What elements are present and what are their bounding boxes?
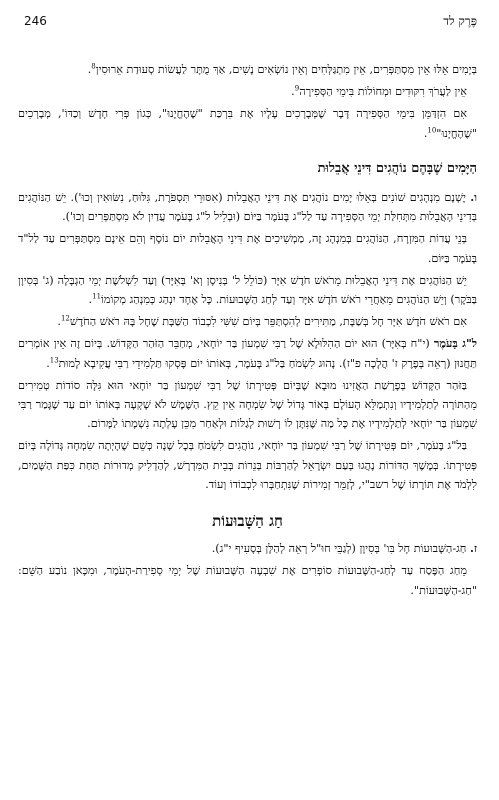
keyword: ל"ג בָּעֹמֶר [433, 336, 477, 351]
paragraph-text: אִם רֹאשׁ חֹדֶשׁ אִיָּר חָל בְּשַׁבָּת, מַתִּירִים לְהִסְתַּפֵּר בְּיוֹם שִׁשִּׁי לִכְבוֹד הַשַּׁבָּת שֶׁחָל בָּהּ רֹאשׁ הַחֹדֶשׁ [69, 315, 467, 329]
paragraph [18, 376, 477, 434]
paragraph-text: חַג-הַשָּׁבוּעוֹת חָל בִּו' בְּסִיוָן (לְגַבֵּי חוּ"ל רְאֵה לְהַלָּן בְּסָעִיף י"ג). [211, 542, 467, 556]
section-heading: הַיָּמִים שֶׁבָּהֶם נוֹהֲגִים דִּינֵי אֲבֵלוּת [317, 160, 477, 176]
page-content [18, 60, 477, 603]
footnote-marker: 10 [427, 125, 437, 134]
paragraph-text: אֵין לַעֲרֹךְ רִקּוּדִים וּמְחוֹלוֹת בִּימֵי הַסְּפִירָה [299, 85, 467, 99]
paragraph [18, 539, 477, 558]
footnote-marker: 9 [294, 84, 300, 93]
chapter-title: פֶּרֶק לד [443, 14, 477, 28]
footnote-marker: 8 [91, 62, 96, 71]
footnote-marker: 13 [49, 355, 59, 364]
paragraph: בְּיָמִים אֵלּוּ אֵין מִסְתַּפְּרִים, אֵין מִתְגַּלְּחִים וְאֵין נוֹשְׂאִים נָשִׁים, אַךְ מֻתָּר לַעֲשׂוֹת סְעוּדַת אֵרוּסִין$^8$. [87, 62, 477, 76]
paragraph-text: בְּנֵי עֲדוֹת הַמִּזְרָח, הַנּוֹהֲגִים בְּמִנְהָג זֶה, מַמְשִׁיכִים אֶת דִּינֵי הָאֲבֵלוּת יוֹם נוֹסָף וְהֵם אֵינָם מִסְתַּפְּרִים עַד לַל"ד בָּעֹמֶר בַּיּוֹם. [18, 232, 477, 265]
paragraph-text: יֶשְׁנָם מִנְהָגִים שׁוֹנִים בְּאֵלּוּ יָמִים נוֹהֲגִים אֶת דִּינֵי הָאֲבֵלוּת (אִסּוּרֵי תִּסְפֹּרֶת, גִּלּוּחַ, נִשּׂוּאִין וְכוּ'). יֵשׁ הַנּוֹהֲגִים בְּדִינֵי הָאֲבֵלוּת מִתְּחִלַּת יְמֵי הַסְּפִירָה עַד לַל"ג בָּעֹמֶר בַּיּוֹם (וּבְלֵיל ל"ג בָּעֹמֶר עֲדַיִן לֹא מִסְתַּפְּרִים וְכוּ'). [18, 191, 477, 224]
paragraph: ל"ג בָּעֹמֶר (י"ח בְּאִיָּר) הוּא יוֹם הַהִלּוּלָא שֶׁל רַבִּי שִׁמְעוֹן בַּר יוֹחָאי, מְחַבֵּר הַזֹּהַר הַקָּדוֹשׁ. בְּיוֹם זֶה אֵין אוֹמְרִים תַּחֲנוּן (רְאֵה בְּפֶרֶק ז' הֲלָכָה פ"ז). נָהוּג לִשְׂמֹחַ בַּל"ג בָּעֹמֶר, בְּאוֹתוֹ יוֹם פָּסְקוּ תַּלְמִידֵי רַבִּי עֲקִיבָא לָמוּת$^{13}$. [18, 336, 477, 370]
section-heading: חַג הַשָּׁבוּעוֹת [212, 512, 283, 531]
paragraph-text: אִם הִזְדַּמֵּן בִּימֵי הַסְּפִירָה דָּבָר שֶׁמְּבָרְכִים עָלָיו אֶת בִּרְכַּת "שֶׁהֶחֱיָנוּ", כְּגוֹן פְּרִי חָדָשׁ וְכַדּוֹ', מְבָרְכִים "שֶׁהֶחֱיָנוּ" [18, 107, 477, 140]
paragraph-text: בַּל"ג בָּעֹמֶר, יוֹם פְּטִירָתוֹ שֶׁל רַבִּי שִׁמְעוֹן בַּר יוֹחָאי, נוֹהֲגִים לִשְׂמֹחַ בְּכָל שָׁנָה כְּשֵׁם שֶׁהָיְתָה שִׂמְחָה גְּדוֹלָה בְּיוֹם פְּטִירָתוֹ. בְּמֶשֶׁךְ הַדּוֹרוֹת נָהֲגוּ בְּעַם יִשְׂרָאֵל לְהַרְבּוֹת בְּנֵרוֹת בְּבֵית הַמִּדְרָשׁ, לְהַדְלִיק מְדוּרוֹת תַּחַת כִּפַּת הַשָּׁמַיִם, לִלְמֹד אֶת תּוֹרָתוֹ שֶׁל רשב"י, לְזַמֵּר זְמִירוֹת שֶׁנִּתְחַבְּרוּ לִכְבוֹדוֹ וְעוֹד. [18, 439, 477, 491]
paragraph-text: בְּיָמִים אֵלּוּ אֵין מִסְתַּפְּרִים, אֵין מִתְגַּלְּחִים וְאֵין נוֹשְׂאִים נָשִׁים, אַךְ מֻתָּר לַעֲשׂוֹת סְעוּדַת אֵרוּסִין [95, 63, 477, 76]
paragraph: יֵשׁ הַנּוֹהֲגִים אֶת דִּינֵי הָאֲבֵלוּת מֵרֹאשׁ חֹדֶשׁ אִיָּר (כּוֹלֵל ל' בְּנִיסָן וְא' בְּאִיָּר) וְעַד לִשְׁלֹשֶׁת יְמֵי הַגְבָּלָה (ג' בְּסִיוָן בַּבֹּקֶר) וְיֵשׁ הַנּוֹהֲגִים מֵאַחֲרֵי רֹאשׁ חֹדֶשׁ אִיָּר וְעַד לְחַג הַשָּׁבוּעוֹת. כָּל אֶחָד יִנְהַג כְּמִנְהַג מְקוֹמוֹ$^{11}$. [18, 273, 477, 307]
paragraph [18, 436, 477, 494]
paragraph: אִם הִזְדַּמֵּן בִּימֵי הַסְּפִירָה דָּבָר שֶׁמְּבָרְכִים עָלָיו אֶת בִּרְכַּת "שֶׁהֶחֱיָנוּ", כְּגוֹן פְּרִי חָדָשׁ וְכַדּוֹ', מְבָרְכִים "שֶׁהֶחֱיָנוּ"$^{10}$. [18, 107, 477, 140]
footnote-marker: 12 [60, 314, 70, 323]
paragraph: אֵין לַעֲרֹךְ רִקּוּדִים וּמְחוֹלוֹת בִּימֵי הַסְּפִירָה$^9$. [291, 84, 467, 99]
running-header [0, 14, 499, 34]
paragraph [18, 229, 477, 267]
paragraph [18, 188, 477, 226]
paragraph-text: יֵשׁ הַנּוֹהֲגִים אֶת דִּינֵי הָאֲבֵלוּת מֵרֹאשׁ חֹדֶשׁ אִיָּר (כּוֹלֵל ל' בְּנִיסָן וְא' בְּאִיָּר) וְעַד לִשְׁלֹשֶׁת יְמֵי הַגְבָּלָה (ג' בְּסִיוָן בַּבֹּקֶר) וְיֵשׁ הַנּוֹהֲגִים מֵאַחֲרֵי רֹאשׁ חֹדֶשׁ אִיָּר וְעַד לְחַג הַשָּׁבוּעוֹת. כָּל אֶחָד יִנְהַג כְּמִנְהַג מְקוֹמוֹ [18, 273, 477, 307]
paragraph [18, 561, 477, 599]
paragraph-text: (י"ח בְּאִיָּר) הוּא יוֹם הַהִלּוּלָא שֶׁל רַבִּי שִׁמְעוֹן בַּר יוֹחָאי, מְחַבֵּר הַזֹּהַר הַקָּדוֹשׁ. בְּיוֹם זֶה אֵין אוֹמְרִים תַּחֲנוּן (רְאֵה בְּפֶרֶק ז' הֲלָכָה פ"ז). נָהוּג לִשְׂמֹחַ בַּל"ג בָּעֹמֶר, בְּאוֹתוֹ יוֹם פָּסְקוּ תַּלְמִידֵי רַבִּי עֲקִיבָא לָמוּת [18, 337, 477, 370]
paragraph-text: בַּזֹּהַר הַקָּדוֹשׁ בְּפָרָשַׁת הַאֲזִינוּ מוּבָא שֶׁבְּיוֹם פְּטִירָתוֹ שֶׁל רַבִּי שִׁמְעוֹן בַּר יוֹחָאי הוּא גִּלָּה סוֹדוֹת טְמִירִים מֵהַתּוֹרָה לְתַלְמִידָיו וְנִתְמַלֵּא הָעוֹלָם בְּאוֹר גָּדוֹל שֶׁל שִׂמְחָה אֵין קֵץ. הַשֶּׁמֶשׁ לֹא שָׁקְעָה בְּאוֹתוֹ יוֹם עַד שֶׁגָּמַר רַבִּי שִׁמְעוֹן בַּר יוֹחָאי לְתַלְמִידָיו אֶת כָּל מַה שֶּׁנִּתָּן לוֹ רְשׁוּת לְגַלּוֹת וּלְאַחַר מִכֵּן עָלְתָה נִשְׁמָתוֹ לַמָּרוֹם. [18, 378, 477, 431]
section-number: ו. [470, 190, 477, 205]
paragraph: אִם רֹאשׁ חֹדֶשׁ אִיָּר חָל בְּשַׁבָּת, מַתִּירִים לְהִסְתַּפֵּר בְּיוֹם שִׁשִּׁי לִכְבוֹד הַשַּׁבָּת שֶׁחָל בָּהּ רֹאשׁ הַחֹדֶשׁ$^{12}$. [57, 314, 467, 329]
paragraph-text: מֵחַג הַפֶּסַח עַד לְחַג-הַשָּׁבוּעוֹת סוֹפְרִים אֶת שִׁבְעָה הַשָּׁבוּעוֹת שֶׁל יְמֵי סְפִירַת-הָעֹמֶר, וּמִכָּאן נוֹבַע הַשֵּׁם: "חַג-הַשָּׁבוּעוֹת". [18, 564, 477, 597]
page-number: 246 [24, 14, 47, 28]
footnote-marker: 11 [92, 292, 102, 301]
section-number: ז. [469, 541, 477, 556]
